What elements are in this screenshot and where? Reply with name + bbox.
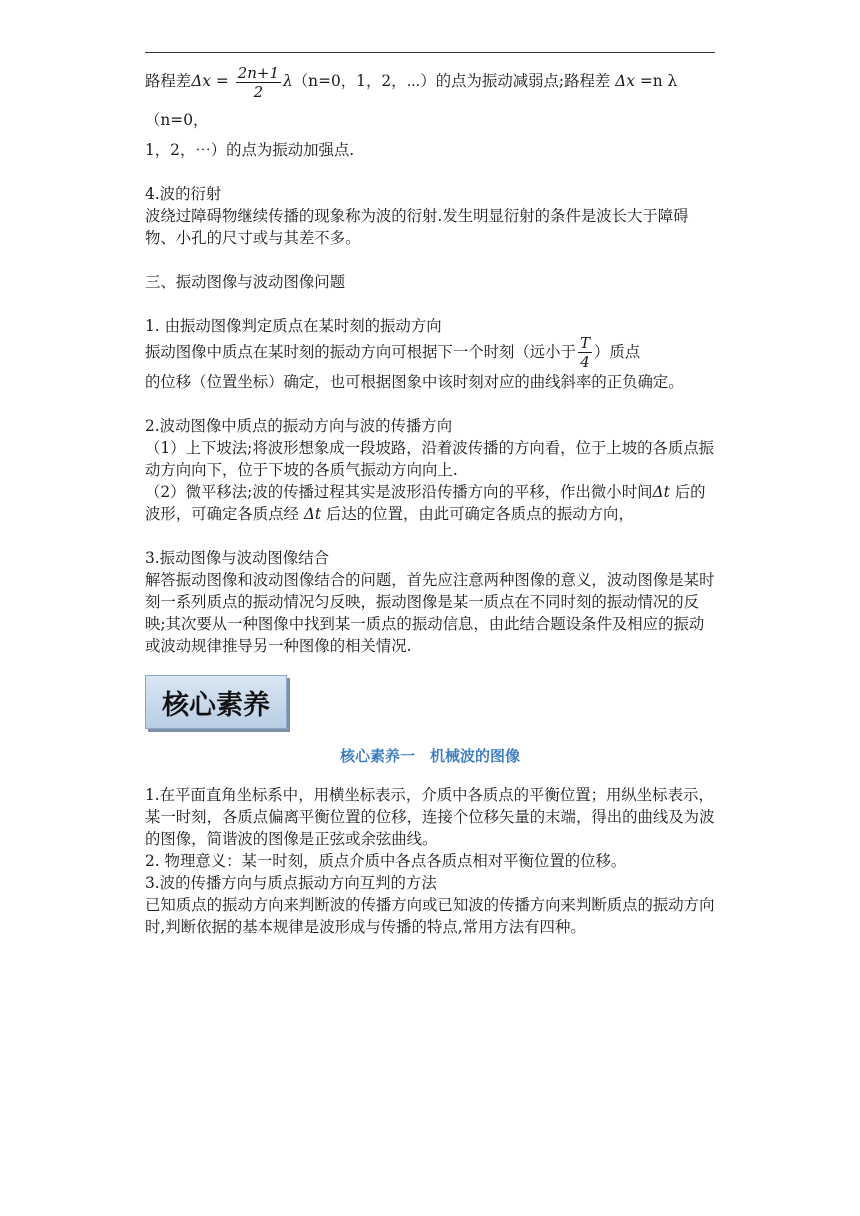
point-1-title: 1. 由振动图像判定质点在某时刻的振动方向 — [145, 316, 442, 335]
core-item-1: 1.在平面直角坐标系中，用横坐标表示，介质中各质点的平衡位置；用纵坐标表示，某一时刻，各质点偏离平衡位置的位移，连接个位移矢量的末端，得出的曲线及为波的图像，简谐波的图像是正弦或余弦曲线。 — [145, 786, 715, 848]
document-body — [145, 62, 715, 938]
text: 后达的位置，由此可确定各质点的振动方向， — [321, 505, 634, 523]
math-delta-x: Δx — [615, 72, 635, 90]
fraction-numerator: 2n+1 — [237, 63, 279, 82]
math-lambda: λ — [283, 72, 293, 90]
text: =n λ（n=0， — [145, 72, 678, 129]
core-item-2: 2. 物理意义：某一时刻，质点介质中各点各质点相对平衡位置的位移。 — [145, 852, 627, 870]
section-4-title: 4.波的衍射 — [145, 184, 222, 203]
path-difference-line — [145, 62, 715, 139]
fraction-denominator: 4 — [580, 353, 590, 371]
core-item-3: 3.波的传播方向与质点振动方向互判的方法 — [145, 874, 437, 892]
fraction-2n1-over-2 — [236, 64, 281, 101]
text: （2）微平移法;波的传播过程其实是波形沿传播方向的平移，作出微小时间 — [145, 483, 653, 501]
core-literacy-badge — [145, 675, 287, 729]
path-difference-line-2: 1，2，⋯）的点为振动加强点. — [145, 140, 355, 159]
section-subtitle: 核心素养一 机械波的图像 — [339, 747, 520, 765]
point-3-body: 解答振动图像和波动图像结合的问题，首先应注意两种图像的意义，波动图像是某时刻一系列质点的振动情况匀反映，振动图像是某一质点在不同时刻的振动情况的反映;其次要从一种图像中找到某一质点的振动信息，由此结合题设条件及相应的振动或波动规律推导另一种图像的相关情况. — [145, 571, 715, 655]
math-delta-t: Δt — [652, 483, 670, 501]
point-2-item-2 — [145, 481, 715, 525]
header-rule — [145, 52, 715, 53]
section-4-body: 波绕过障碍物继续传播的现象称为波的衍射.发生明显衍射的条件是波长大于障碍物、小孔的尺寸或与其差不多。 — [145, 206, 689, 247]
text: 路程差 — [145, 72, 192, 90]
badge-label: 核心素养 — [162, 689, 270, 721]
point-2-item-1: （1）上下坡法;将波形想象成一段坡路，沿着波传播的方向看，位于上坡的各质点振动方向向下，位于下坡的各质气振动方向向上. — [145, 439, 715, 479]
math-equals: = — [210, 72, 234, 90]
fraction-numerator: T — [579, 334, 590, 352]
text: 振动图像中质点在某时刻的振动方向可根据下一个时刻（远小于 — [145, 342, 576, 361]
text: ）质点 — [593, 342, 641, 361]
math-delta-t: Δt — [303, 505, 322, 523]
math-delta-x: Δx — [191, 72, 211, 90]
fraction-t-over-4 — [578, 334, 592, 371]
section-3-heading: 三、振动图像与波动图像问题 — [145, 272, 346, 291]
fraction-denominator: 2 — [253, 82, 264, 101]
core-item-4: 已知质点的振动方向来判断波的传播方向或已知波的传播方向来判断质点的振动方向时,判断依据的基本规律是波形成与传播的特点,常用方法有四种。 — [145, 896, 715, 936]
text: （n=0，1，2，⋯）的点为振动减弱点;路程差 — [292, 72, 616, 90]
point-1-body-line — [145, 333, 715, 372]
text: 后的波形，可确定各质点经 — [145, 483, 706, 523]
point-1-body-rest: 的位移（位置坐标）确定，也可根据图象中该时刻对应的曲线斜率的正负确定。 — [145, 373, 684, 391]
point-3-title: 3.振动图像与波动图像结合 — [145, 549, 329, 567]
point-2-title: 2.波动图像中质点的振动方向与波的传播方向 — [145, 417, 453, 435]
